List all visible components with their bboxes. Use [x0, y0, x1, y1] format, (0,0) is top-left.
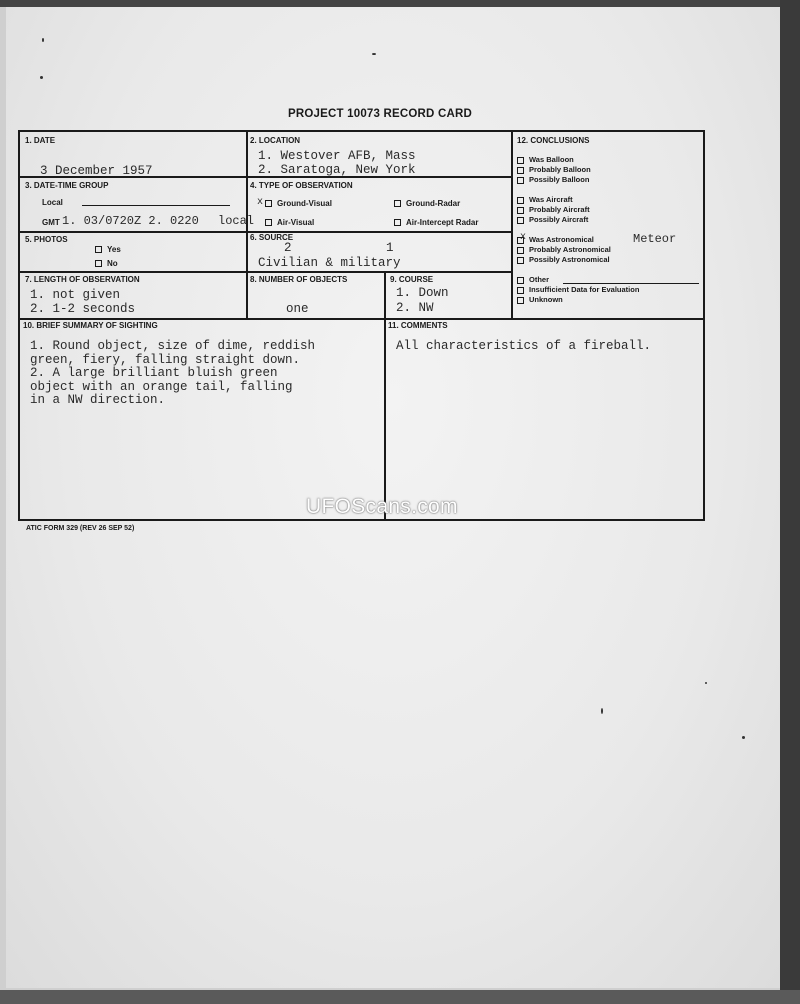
photos-yes-option[interactable]: [95, 245, 121, 254]
source-count-2: 1: [386, 241, 394, 255]
checkbox-icon: [95, 246, 102, 253]
source-label: 6. SOURCE: [250, 233, 294, 242]
checkbox-icon: [517, 237, 524, 244]
ground-visual-mark: x: [257, 197, 264, 208]
possibly-balloon-option[interactable]: [517, 175, 589, 184]
air-intercept-radar-option[interactable]: [394, 218, 478, 227]
location-label: 2. LOCATION: [250, 136, 301, 145]
ground-radar-text: Ground-Radar: [406, 199, 461, 208]
location-line2: 2. Saratoga, New York: [258, 163, 416, 177]
watermark: UFOScans.com: [306, 495, 458, 518]
checkbox-icon: [517, 297, 524, 304]
brief-summary-text: 1. Round object, size of dime, reddish green, fiery, falling straight down. 2. A large brilliant bluish green object with an orange tail, falling in a NW direction.: [30, 339, 316, 407]
air-visual-text: Air-Visual: [277, 218, 315, 227]
brief-summary-label: 10. BRIEF SUMMARY OF SIGHTING: [23, 321, 158, 330]
gmt-value: 1. 03/0720Z 2. 0220: [62, 214, 199, 228]
checkbox-icon: [517, 207, 524, 214]
local-underline: [82, 205, 230, 206]
checkbox-icon: [394, 219, 401, 226]
was-astronomical-option[interactable]: [517, 235, 594, 244]
scan-speck: [705, 682, 707, 684]
divider-v2: [511, 132, 513, 318]
scan-speck: [40, 76, 43, 79]
probably-aircraft-option[interactable]: [517, 205, 590, 214]
was-aircraft-option[interactable]: [517, 195, 573, 204]
checkbox-icon: [517, 247, 524, 254]
possibly-astronomical-text: Possibly Astronomical: [529, 255, 610, 264]
checkbox-icon: [265, 200, 272, 207]
type-of-observation-label: 4. TYPE OF OBSERVATION: [250, 181, 353, 190]
probably-astronomical-text: Probably Astronomical: [529, 245, 611, 254]
divider-v4: [384, 318, 386, 521]
ground-visual-text: Ground-Visual: [277, 199, 332, 208]
gmt-label: GMT: [42, 218, 60, 227]
photos-no-option[interactable]: [95, 259, 118, 268]
length-line2: 2. 1-2 seconds: [30, 302, 136, 316]
length-line1: 1. not given: [30, 288, 121, 302]
insufficient-data-option[interactable]: [517, 285, 639, 294]
number-of-objects-label: 8. NUMBER OF OBJECTS: [250, 275, 348, 284]
divider-v3: [384, 271, 386, 318]
course-line2: 2. NW: [396, 301, 434, 315]
checkbox-icon: [517, 287, 524, 294]
scan-edge-bottom: [0, 990, 800, 1004]
photos-yes-text: Yes: [107, 245, 121, 254]
checkbox-icon: [517, 217, 524, 224]
card-title: PROJECT 10073 RECORD CARD: [288, 108, 472, 120]
possibly-aircraft-text: Possibly Aircraft: [529, 215, 589, 224]
unknown-option[interactable]: [517, 295, 563, 304]
was-astronomical-mark: x: [520, 232, 527, 243]
air-intercept-radar-text: Air-Intercept Radar: [406, 218, 479, 227]
was-aircraft-text: Was Aircraft: [529, 195, 573, 204]
date-value: 3 December 1957: [40, 164, 153, 178]
number-of-objects-value: one: [286, 302, 309, 316]
source-count-1: 2: [284, 241, 292, 255]
checkbox-icon: [517, 157, 524, 164]
source-value: Civilian & military: [258, 256, 401, 270]
ground-radar-option[interactable]: [394, 199, 460, 208]
insufficient-data-text: Insufficient Data for Evaluation: [529, 285, 640, 294]
form-id: ATIC FORM 329 (REV 26 SEP 52): [26, 525, 135, 532]
scan-speck: [42, 38, 44, 42]
scan-speck: [372, 53, 376, 55]
gmt-suffix: local: [218, 214, 255, 228]
checkbox-icon: [517, 277, 524, 284]
checkbox-icon: [394, 200, 401, 207]
unknown-text: Unknown: [529, 295, 563, 304]
course-line1: 1. Down: [396, 286, 449, 300]
local-label: Local: [42, 198, 63, 207]
location-line1: 1. Westover AFB, Mass: [258, 149, 416, 163]
comments-label: 11. COMMENTS: [388, 321, 448, 330]
was-balloon-option[interactable]: [517, 155, 574, 164]
other-option[interactable]: [517, 275, 549, 284]
scan-speck: [601, 708, 603, 714]
record-card: [18, 130, 705, 521]
ground-visual-option[interactable]: [265, 199, 332, 208]
air-visual-option[interactable]: [265, 218, 314, 227]
conclusions-label: 12. CONCLUSIONS: [517, 136, 590, 145]
possibly-astronomical-option[interactable]: [517, 255, 610, 264]
checkbox-icon: [95, 260, 102, 267]
possibly-balloon-text: Possibly Balloon: [529, 175, 590, 184]
other-text: Other: [529, 275, 550, 284]
checkbox-icon: [517, 257, 524, 264]
conclusion-handwritten: Meteor: [633, 232, 677, 246]
checkbox-icon: [517, 167, 524, 174]
was-astronomical-text: Was Astronomical: [529, 235, 594, 244]
possibly-aircraft-option[interactable]: [517, 215, 588, 224]
course-label: 9. COURSE: [390, 275, 434, 284]
probably-aircraft-text: Probably Aircraft: [529, 205, 590, 214]
checkbox-icon: [517, 177, 524, 184]
probably-balloon-option[interactable]: [517, 165, 591, 174]
scan-speck: [742, 736, 745, 739]
checkbox-icon: [265, 219, 272, 226]
divider-h4: [20, 318, 705, 320]
photos-label: 5. PHOTOS: [25, 235, 68, 244]
comments-text: All characteristics of a fireball.: [396, 339, 652, 353]
date-label: 1. DATE: [25, 136, 56, 145]
length-of-observation-label: 7. LENGTH OF OBSERVATION: [25, 275, 140, 284]
photos-no-text: No: [107, 259, 118, 268]
other-underline: [563, 283, 699, 284]
scan-edge-top: [0, 0, 800, 7]
probably-balloon-text: Probably Balloon: [529, 165, 591, 174]
scan-edge-right: [780, 0, 800, 1004]
was-balloon-text: Was Balloon: [529, 155, 574, 164]
checkbox-icon: [517, 197, 524, 204]
divider-h3: [20, 271, 511, 273]
probably-astronomical-option[interactable]: [517, 245, 611, 254]
date-time-group-label: 3. DATE-TIME GROUP: [25, 181, 109, 190]
